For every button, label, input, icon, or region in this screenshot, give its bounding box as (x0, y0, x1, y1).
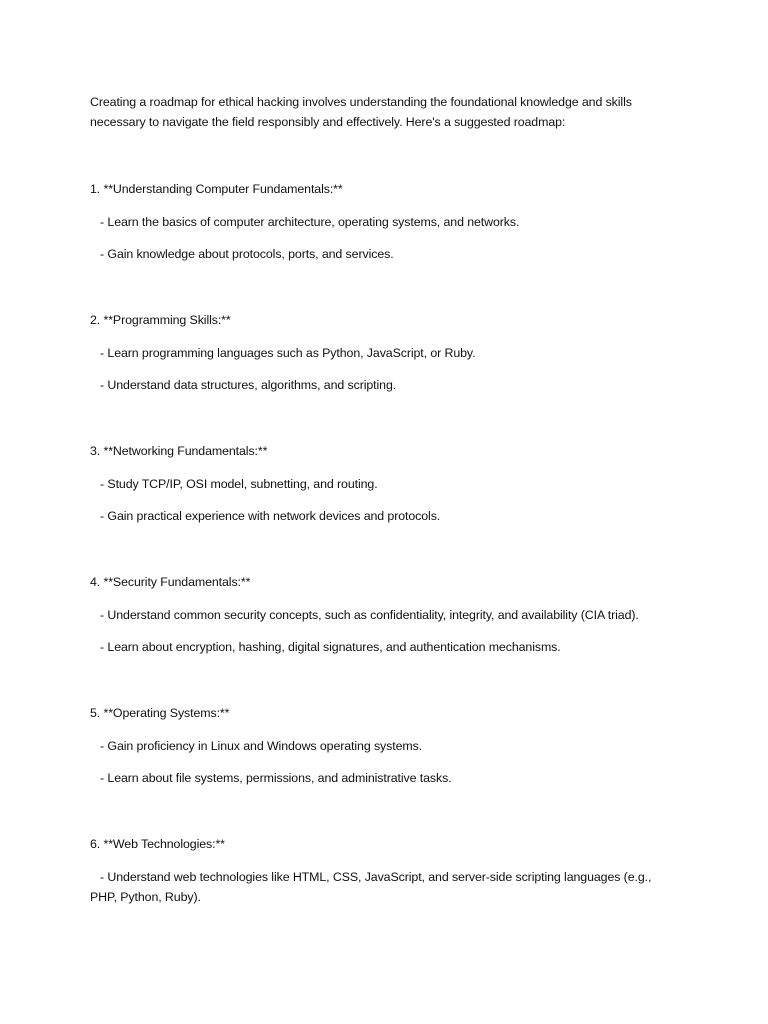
section-6 (90, 834, 680, 907)
section-bullet: - Gain proficiency in Linux and Windows operating systems. (90, 739, 423, 753)
document-body (90, 92, 680, 907)
section-5 (90, 703, 680, 788)
section-4 (90, 572, 680, 657)
section-bullet: - Learn about file systems, permissions, and administrative tasks. (90, 771, 452, 785)
section-bullet: - Gain practical experience with network devices and protocols. (90, 509, 441, 523)
section-heading: 6. **Web Technologies:** (90, 837, 225, 851)
section-heading: 3. **Networking Fundamentals:** (90, 444, 268, 458)
section-heading: 5. **Operating Systems:** (90, 706, 230, 720)
section-3 (90, 441, 680, 526)
section-heading: 4. **Security Fundamentals:** (90, 575, 251, 589)
section-bullet: - Understand data structures, algorithms, and scripting. (90, 378, 397, 392)
section-heading: 1. **Understanding Computer Fundamentals:** (90, 182, 343, 196)
section-1 (90, 179, 680, 264)
section-bullet: - Understand common security concepts, such as confidentiality, integrity, and availability (CIA triad). (90, 608, 639, 622)
section-bullet: - Learn programming languages such as Python, JavaScript, or Ruby. (90, 346, 476, 360)
section-bullet: - Study TCP/IP, OSI model, subnetting, and routing. (90, 477, 378, 491)
section-bullet: - Learn the basics of computer architecture, operating systems, and networks. (90, 215, 520, 229)
intro-paragraph: Creating a roadmap for ethical hacking involves understanding the foundational knowledge and skills necessary to navigate the field responsibly and effectively. Here's a suggested roadmap: (90, 95, 632, 129)
section-2 (90, 310, 680, 395)
section-bullet: - Understand web technologies like HTML, CSS, JavaScript, and server-side scripting languages (e.g., PHP, Python, Ruby). (90, 870, 655, 904)
section-bullet: - Gain knowledge about protocols, ports, and services. (90, 247, 394, 261)
section-heading: 2. **Programming Skills:** (90, 313, 231, 327)
section-bullet: - Learn about encryption, hashing, digital signatures, and authentication mechanisms. (90, 640, 561, 654)
